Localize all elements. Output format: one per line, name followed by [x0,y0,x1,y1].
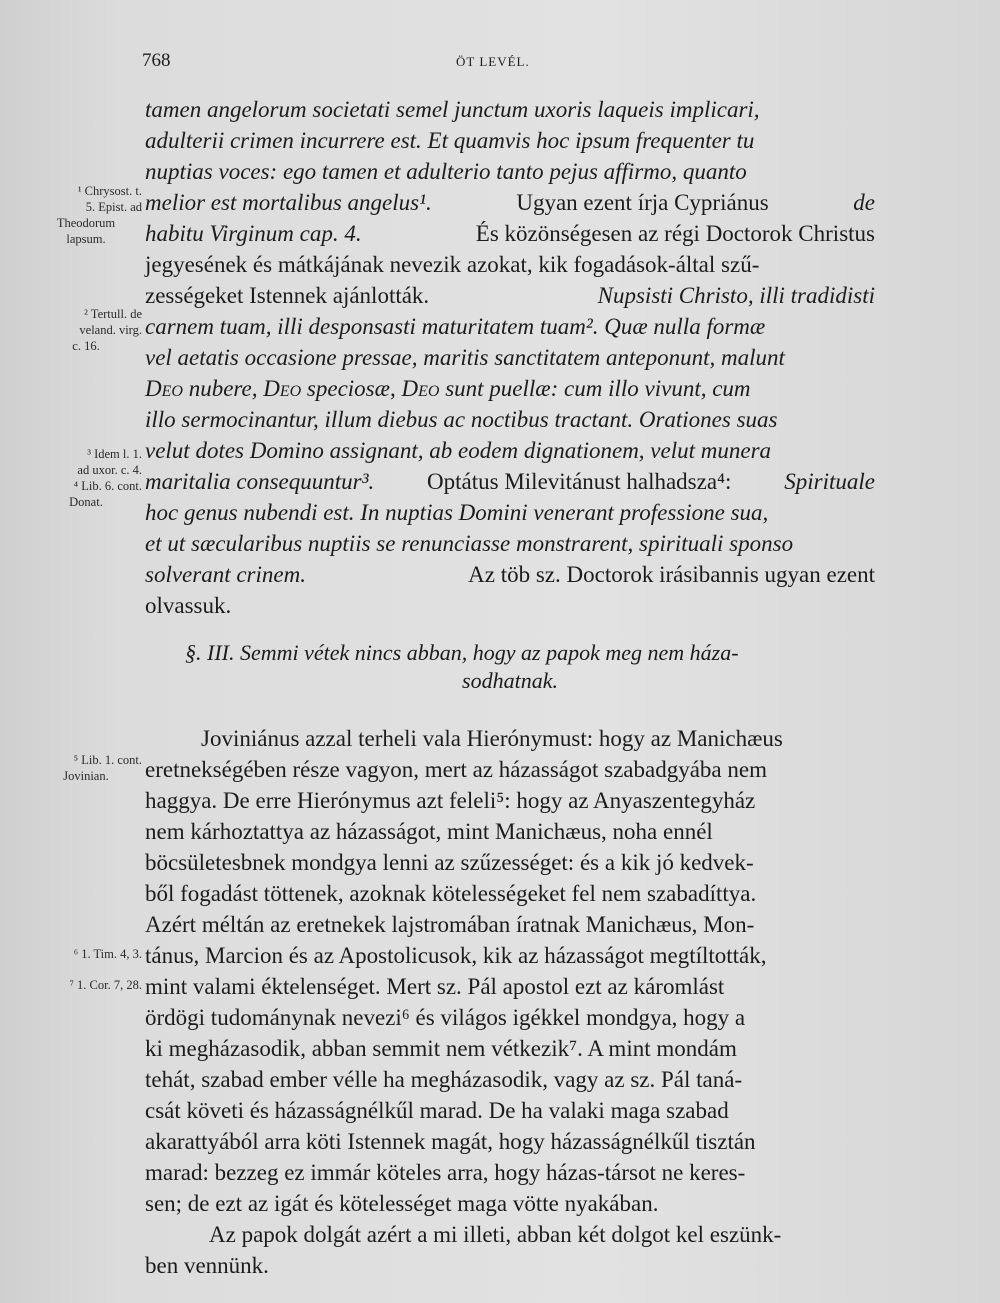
text-line: ki megházasodik, abban semmit nem vétkezik⁷. A mint mondám [145,1036,737,1061]
text-line: Joviniánus azzal terheli vala Hierónymust: hogy az Manichæus [201,726,783,751]
text-run: sunt puellæ: cum illo vivunt, cum [439,376,751,401]
text-line: illo sermocinantur, illum diebus ac noctibus tractant. Orationes suas [145,407,778,432]
text-run: solverant crinem. [145,562,306,587]
text-line: olvassuk. [145,593,232,618]
text-line: vel aetatis occasione pressae, maritis sanctitatem anteponunt, malunt [145,345,785,370]
text-run: Nupsisti Christo, illi tradidisti [597,283,875,308]
margin-note-line: Donat. [69,495,103,509]
page-number: 768 [142,50,171,71]
text-run: Deo [263,376,302,401]
running-head: ÖT LEVÉL. [456,54,530,69]
text-line: mint valami éktelenséget. Mert sz. Pál apostol ezt az káromlást [145,974,725,999]
text-line: Azért méltán az eretnekek lajstromában íratnak Manichæus, Mon- [145,912,755,937]
text-run: de [853,190,875,215]
margin-note-line: ⁵ Lib. 1. cont. [73,753,142,767]
margin-note-line: Theodorum [56,216,116,230]
text-line: sen; de ezt az igát és kötelességet maga vötte nyakában. [145,1191,659,1216]
margin-note-7 [30,977,142,993]
margin-note-line: c. 16. [72,339,100,353]
margin-note-line: lapsum. [66,232,106,246]
text-line: velut dotes Domino assignant, ab eodem dignationem, velut munera [145,438,772,463]
text-line: carnem tuam, illi desponsasti maturitatem tuam². Quæ nulla formæ [145,314,766,339]
margin-note-line: Jovinian. [63,769,109,783]
text-line: ördögi tudománynak nevezi⁶ és világos igékkel mondgya, hogy a [145,1005,746,1030]
text-run: Ugyan ezent írja Cypriánus [516,190,769,215]
text-line [145,280,875,311]
text-line: hoc genus nubendi est. In nuptias Domini venerant professione sua, [145,500,769,525]
margin-note-4 [30,478,142,510]
text-run: nubere, [182,376,264,401]
section-heading [145,639,875,695]
text-line: eretnekségében része vagyon, mert az házasságot szabadgyába nem [145,757,767,782]
text-line: csát követi és házasságnélkűl marad. De ha valaki maga szabad [145,1098,729,1123]
page-header [0,48,1000,78]
margin-note-1 [30,183,142,247]
margin-note-line: ³ Idem l. 1. [87,447,142,461]
text-line: marad: bezzeg ez immár köteles arra, hogy házas-társot ne keres- [145,1160,746,1185]
text-run: Spirituale [784,469,875,494]
text-run: zességeket Istennek ajánlották. [145,283,430,308]
text-run: speciosæ, [301,376,402,401]
text-run: melior est mortalibus angelus¹. [145,190,432,215]
section-heading-line: sodhatnak. [462,668,558,693]
text-line: Az papok dolgát azért a mi illeti, abban két dolgot kel eszünk- [209,1222,782,1247]
paragraph-1 [145,94,875,621]
text-run: Deo [401,376,440,401]
text-line: tehát, szabad ember vélle ha megházasodik, vagy az sz. Pál taná- [145,1067,743,1092]
margin-note-line: 5. Epist. ad [85,200,142,214]
margin-note-line: ad uxor. c. 4. [77,463,142,477]
text-line: böcsületesbnek mondgya lenni az szűzességet: és a kik jó kedvek- [145,850,754,875]
text-line: tánus, Marcion és az Apostolicusok, kik az házasságot megtíltották, [145,943,767,968]
body-text [145,94,875,1281]
text-line [145,218,875,249]
text-run: Az töb sz. Doctorok irásibannis ugyan ezent [468,562,875,587]
text-run: Deo [145,376,183,401]
text-line [145,466,875,497]
paragraph-3 [145,1219,875,1281]
text-line: nem kárhoztattya az házasságot, mint Manichæus, noha ennél [145,819,713,844]
text-run: És közönségesen az régi Doctorok Christus [475,221,875,246]
margin-note-line: veland. virg. [79,323,142,337]
margin-note-line: ⁴ Lib. 6. cont. [73,479,142,493]
margin-note-line: ⁷ 1. Cor. 7, 28. [69,978,142,992]
text-line: ből fogadást töttenek, azoknak kötelességeket fel nem szabadíttya. [145,881,757,906]
margin-note-3 [30,446,142,478]
text-line [145,373,875,404]
margin-note-6 [30,946,142,962]
text-line [145,187,875,218]
paragraph-2 [145,723,875,1219]
text-line: jegyesének és mátkájának nevezik azokat, kik fogadások-által szű- [145,252,760,277]
text-line: haggya. De erre Hierónymus azt feleli⁵: hogy az Anyaszentegyház [145,788,756,813]
text-line: adulterii crimen incurrere est. Et quamvis hoc ipsum frequenter tu [145,128,755,153]
text-line: nuptias voces: ego tamen et adulterio tanto pejus affirmo, quanto [145,159,747,184]
text-line [145,559,875,590]
section-heading-line: §. III. Semmi vétek nincs abban, hogy az papok meg nem háza- [185,640,739,665]
text-run: Optátus Milevitánust halhadsza⁴: [427,469,732,494]
margin-note-line: ² Tertull. de [84,307,142,321]
text-run: habitu Virginum cap. 4. [145,221,362,246]
margin-note-line: ¹ Chrysost. t. [77,184,142,198]
text-run: maritalia consequuntur³. [145,469,375,494]
margin-note-line: ⁶ 1. Tim. 4, 3. [73,947,142,961]
text-line: tamen angelorum societati semel junctum uxoris laqueis implicari, [145,97,760,122]
text-line: ben vennünk. [145,1253,269,1278]
margin-note-2 [30,306,142,354]
text-line: akarattyából arra köti Istennek magát, hogy házasságnélkűl tisztán [145,1129,756,1154]
margin-note-5 [30,752,142,784]
text-line: et ut sæcularibus nuptiis se renunciasse monstrarent, spirituali sponso [145,531,794,556]
